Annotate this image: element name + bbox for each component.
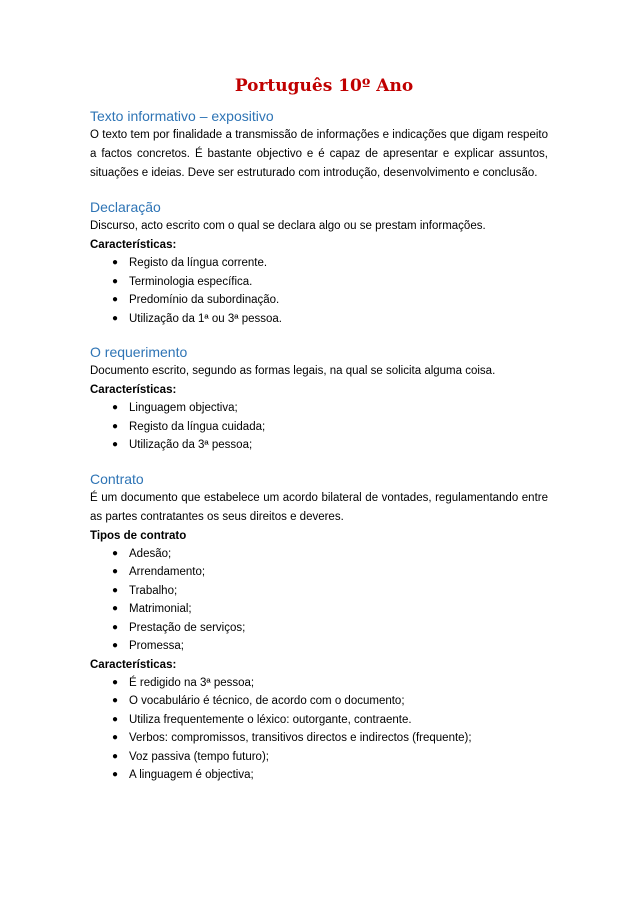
list-item: ● É redigido na 3ª pessoa; <box>90 674 548 692</box>
characteristics-list <box>90 254 548 328</box>
list-item: ● Predomínio da subordinação. <box>90 291 548 309</box>
bullet-icon: ● <box>112 695 119 707</box>
bullet-icon: ● <box>112 621 119 633</box>
bullet-icon: ● <box>112 275 119 287</box>
list-item: ● Prestação de serviços; <box>90 619 548 637</box>
list-item: ● Utiliza frequentemente o léxico: outorgante, contraente. <box>90 711 548 729</box>
bullet-icon: ● <box>112 566 119 578</box>
list-item: ● Linguagem objectiva; <box>90 399 548 417</box>
list-item: ● A linguagem é objectiva; <box>90 766 548 784</box>
bullet-icon: ● <box>112 640 119 652</box>
section-paragraph: É um documento que estabelece um acordo bilateral de vontades, regulamentando entre as partes contratantes os seus direitos e deveres. <box>90 491 548 523</box>
contract-types-label: Tipos de contrato <box>90 529 187 542</box>
section-paragraph: Discurso, acto escrito com o qual se declara algo ou se prestam informações. <box>90 220 486 232</box>
section-texto-informativo <box>90 106 548 183</box>
bullet-icon: ● <box>112 750 119 762</box>
characteristics-label: Características: <box>90 658 177 671</box>
section-paragraph: O texto tem por finalidade a transmissão de informações e indicações que digam respeito a factos concretos. É bastante objectivo e é capaz de apresentar e explicar assuntos, situações e ideias. Deve ser estruturado com introdução, desenvolvimento e conclusão. <box>90 129 548 179</box>
list-item: ● Voz passiva (tempo futuro); <box>90 748 548 766</box>
list-item: ● Terminologia específica. <box>90 273 548 291</box>
section-paragraph: Documento escrito, segundo as formas legais, na qual se solicita alguma coisa. <box>90 365 496 378</box>
characteristics-list <box>90 399 548 454</box>
bullet-icon: ● <box>112 713 119 725</box>
characteristics-list <box>90 674 548 784</box>
bullet-icon: ● <box>112 584 119 596</box>
bullet-icon: ● <box>112 402 119 414</box>
bullet-icon: ● <box>112 257 119 269</box>
bullet-icon: ● <box>112 768 119 780</box>
section-heading: Texto informativo – expositivo <box>90 108 274 124</box>
section-heading: Declaração <box>90 199 161 215</box>
section-heading: O requerimento <box>90 344 188 361</box>
list-item: ● Matrimonial; <box>90 600 548 618</box>
contract-types-list <box>90 545 548 655</box>
bullet-icon: ● <box>112 732 119 744</box>
bullet-icon: ● <box>112 676 119 688</box>
section-declaracao <box>90 197 548 328</box>
document-title: Português 10º Ano <box>234 76 414 96</box>
section-heading: Contrato <box>90 470 144 487</box>
list-item: ● Promessa; <box>90 637 548 655</box>
list-item: ● Utilização da 1ª ou 3ª pessoa. <box>90 310 548 328</box>
list-item: ● Utilização da 3ª pessoa; <box>90 436 548 454</box>
section-contrato <box>90 469 548 785</box>
list-item: ● Trabalho; <box>90 582 548 600</box>
list-item: ● Registo da língua corrente. <box>90 254 548 272</box>
bullet-icon: ● <box>112 294 119 306</box>
bullet-icon: ● <box>112 548 119 560</box>
list-item: ● Adesão; <box>90 545 548 563</box>
characteristics-label: Características: <box>90 384 177 397</box>
section-requerimento <box>90 342 548 455</box>
characteristics-label: Características: <box>90 239 177 251</box>
list-item: ● Registo da língua cuidada; <box>90 418 548 436</box>
bullet-icon: ● <box>112 603 119 615</box>
list-item: ● Arrendamento; <box>90 563 548 581</box>
document-page <box>90 74 548 798</box>
bullet-icon: ● <box>112 312 119 324</box>
list-item: ● Verbos: compromissos, transitivos directos e indirectos (frequente); <box>90 729 548 747</box>
bullet-icon: ● <box>112 420 119 432</box>
list-item: ● O vocabulário é técnico, de acordo com o documento; <box>90 692 548 710</box>
bullet-icon: ● <box>112 439 119 451</box>
